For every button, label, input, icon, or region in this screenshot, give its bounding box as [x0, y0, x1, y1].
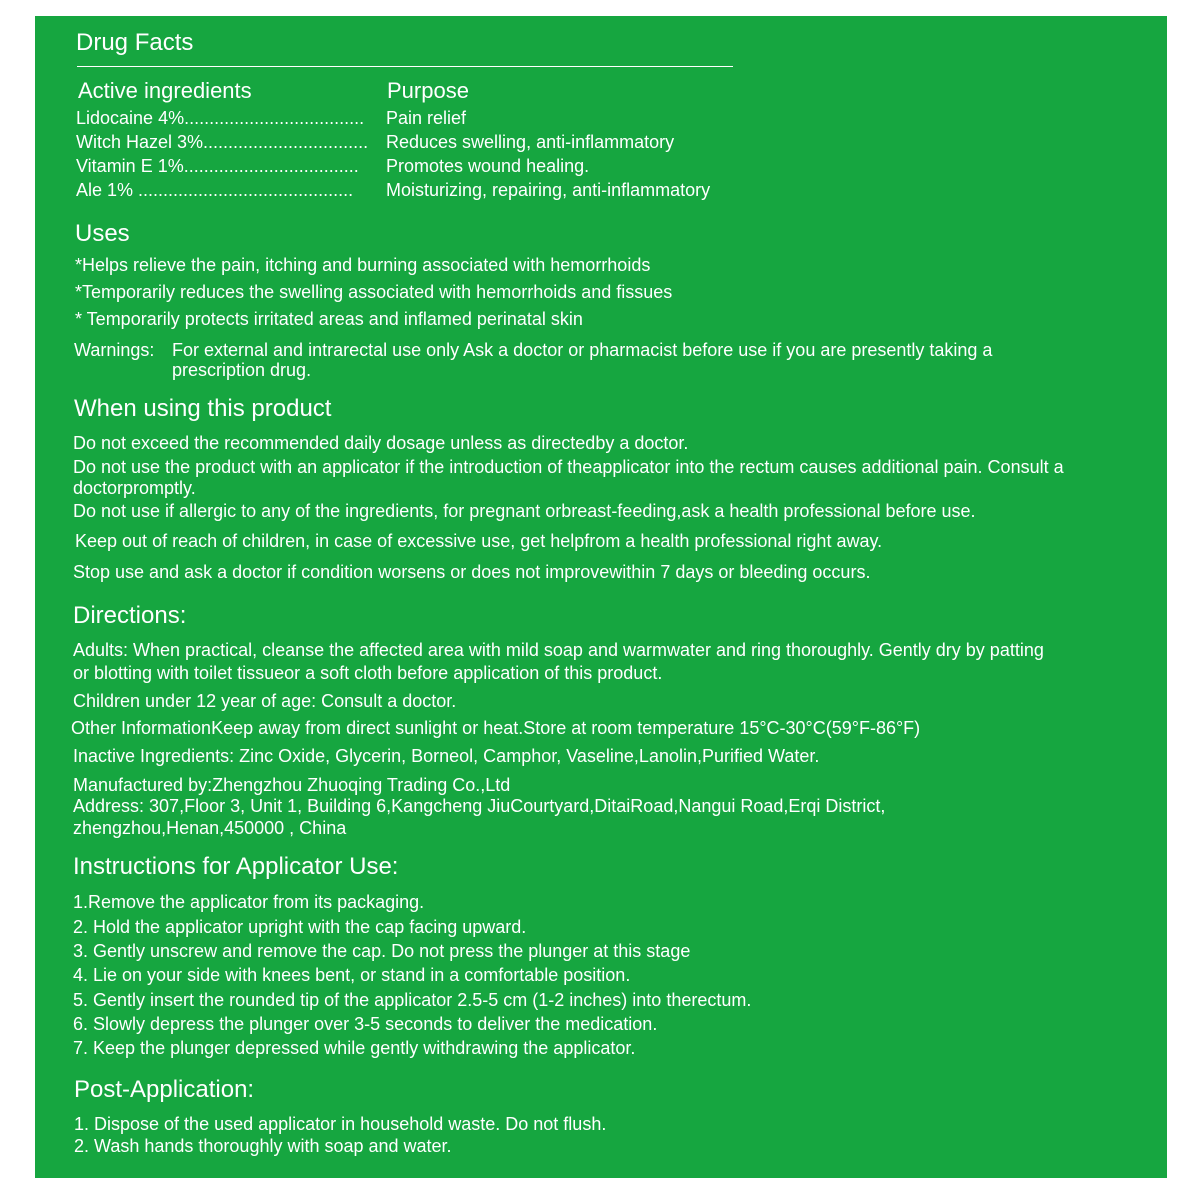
- uses-item: *Helps relieve the pain, itching and burning associated with hemorrhoids: [75, 255, 651, 275]
- ingredient-purpose: Reduces swelling, anti-inflammatory: [386, 132, 675, 152]
- uses-title: Uses: [75, 220, 130, 247]
- active-ingredients-header: Active ingredients: [78, 78, 252, 103]
- when-using-line: Do not use the product with an applicator if the introduction of theapplicator into the rectum causes additional pain. Consult a: [73, 457, 1064, 477]
- warnings-text-line2: prescription drug.: [172, 360, 312, 380]
- directions-line: Children under 12 year of age: Consult a doctor.: [73, 691, 457, 711]
- directions-line: Manufactured by:Zhengzhou Zhuoqing Trading Co.,Ltd: [73, 775, 511, 795]
- directions-line: Adults: When practical, cleanse the affected area with mild soap and warmwater and ring thoroughly. Gently dry by patting: [73, 640, 1044, 660]
- ingredient-name: Ale 1% ...........................................: [76, 180, 354, 200]
- when-using-line: Do not use if allergic to any of the ingredients, for pregnant orbreast-feeding,ask a health professional before use.: [73, 501, 976, 521]
- when-using-line: Stop use and ask a doctor if condition worsens or does not improvewithin 7 days or bleeding occurs.: [73, 562, 871, 582]
- purpose-header: Purpose: [387, 78, 469, 103]
- instructions-item: 6. Slowly depress the plunger over 3-5 seconds to deliver the medication.: [73, 1014, 658, 1034]
- post-application-title: Post-Application:: [74, 1076, 255, 1103]
- warnings-text-line1: For external and intrarectal use only Ask a doctor or pharmacist before use if you are presently taking a: [172, 340, 993, 360]
- directions-line: Other InformationKeep away from direct sunlight or heat.Store at room temperature 15°C-30°C(59°F-86°F): [71, 718, 921, 738]
- uses-item: * Temporarily protects irritated areas and inflamed perinatal skin: [75, 309, 583, 329]
- drug-facts-title: Drug Facts: [76, 29, 194, 56]
- when-using-line: Do not exceed the recommended daily dosage unless as directedby a doctor.: [73, 433, 689, 453]
- directions-line: Address: 307,Floor 3, Unit 1, Building 6,Kangcheng JiuCourtyard,DitaiRoad,Nangui Road,Erqi District,: [73, 796, 886, 816]
- ingredient-name: Witch Hazel 3%.................................: [76, 132, 369, 152]
- instructions-item: 4. Lie on your side with knees bent, or stand in a comfortable position.: [73, 965, 631, 985]
- warnings-label: Warnings:: [74, 340, 155, 360]
- when-using-line: doctorpromptly.: [73, 478, 196, 498]
- ingredient-purpose: Pain relief: [386, 108, 467, 128]
- when-using-line: Keep out of reach of children, in case of excessive use, get helpfrom a health professional right away.: [75, 531, 883, 551]
- directions-line: or blotting with toilet tissueor a soft cloth before application of this product.: [73, 663, 663, 683]
- post-application-item: 1. Dispose of the used applicator in household waste. Do not flush.: [74, 1114, 607, 1134]
- directions-title: Directions:: [73, 602, 187, 629]
- ingredient-name: Lidocaine 4%....................................: [76, 108, 365, 128]
- instructions-item: 7. Keep the plunger depressed while gently withdrawing the applicator.: [73, 1038, 636, 1058]
- drug-facts-panel: [35, 16, 1167, 1178]
- post-application-item: 2. Wash hands thoroughly with soap and water.: [74, 1136, 452, 1156]
- instructions-title: Instructions for Applicator Use:: [73, 853, 399, 880]
- header-divider: [77, 66, 733, 67]
- instructions-item: 5. Gently insert the rounded tip of the applicator 2.5-5 cm (1-2 inches) into therectum.: [73, 990, 752, 1010]
- instructions-item: 1.Remove the applicator from its packaging.: [73, 892, 425, 912]
- ingredient-purpose: Moisturizing, repairing, anti-inflammatory: [386, 180, 711, 200]
- directions-line: zhengzhou,Henan,450000 , China: [73, 818, 347, 838]
- ingredient-name: Vitamin E 1%...................................: [76, 156, 359, 176]
- directions-line: Inactive Ingredients: Zinc Oxide, Glycerin, Borneol, Camphor, Vaseline,Lanolin,Purified Water.: [73, 746, 820, 766]
- instructions-item: 2. Hold the applicator upright with the cap facing upward.: [73, 917, 527, 937]
- ingredient-purpose: Promotes wound healing.: [386, 156, 590, 176]
- when-using-title: When using this product: [74, 395, 332, 422]
- instructions-item: 3. Gently unscrew and remove the cap. Do not press the plunger at this stage: [73, 941, 691, 961]
- uses-item: *Temporarily reduces the swelling associated with hemorrhoids and fissues: [75, 282, 673, 302]
